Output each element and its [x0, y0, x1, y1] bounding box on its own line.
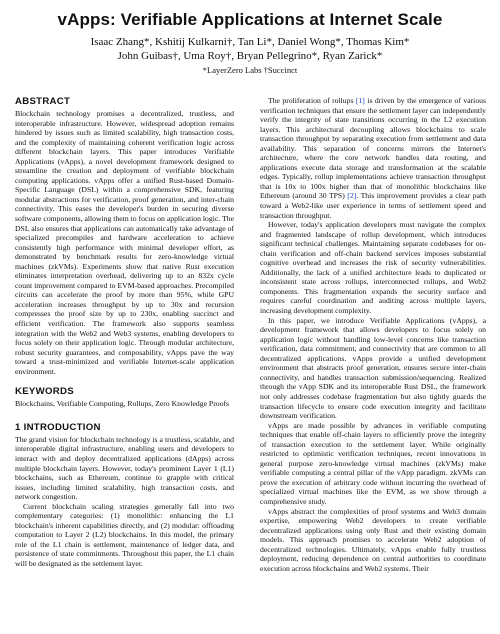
- abstract-heading: ABSTRACT: [15, 96, 71, 107]
- intro-paragraph-2: Current blockchain scaling strategies generally fall into two complementary categories: (1) monolithic: enhancing the L1 blockchain's inherent capabilities directly, and (2) modular: offloading computation to Layer 2 (L2) blockchains. In this model, the primary role of the L1 chain is settlement, maintenance of ledger data, and persistence of state commitments. Throughout this paper, the L1 chain will be designated as the settlement layer.: [15, 501, 234, 568]
- paper-title: vApps: Verifiable Applications at Internet Scale: [57, 10, 443, 29]
- right-column: [260, 96, 486, 573]
- authors-line-1: Isaac Zhang*, Kshitij Kulkarni†, Tan Li*, Daniel Wong*, Thomas Kim*: [90, 36, 410, 48]
- text-run: The proliferation of rollups: [268, 96, 356, 105]
- right-paragraph-2: However, today's application developers must navigate the complex and fragmented landscape of rollup development, which introduces significant technical challenges. Maintaining separate codebases for on-chain verification and off-chain backend services imposes substantial cognitive overhead and increases the risk of security vulnerabilities. Additionally, the lack of a unified architecture leads to duplicated or inconsistent state across rollups, interconnected rollups, and Web2 components. This fragmentation expands the security surface and requires careful coordination and auditing across multiple layers, increasing development complexity.: [260, 220, 486, 316]
- right-paragraph-1: [260, 96, 486, 220]
- right-paragraph-4: vApps are made possible by advances in verifiable computing techniques that enable off-chain layers to efficiently prove the integrity of transaction execution to the settlement layer. While originally restricted to optimistic verification techniques, recent innovations in general purpose zero-knowledge virtual machines (zkVMs) make verifiable computing a central pillar of the vApp paradigm. zkVMs can prove the execution of arbitrary code without incurring the overhead of specialized virtual machines like the EVM, as we show through a comprehensive study.: [260, 420, 486, 506]
- left-column: [15, 96, 234, 569]
- author-list: [30, 36, 470, 63]
- intro-paragraph-1: The grand vision for blockchain technology is a trustless, scalable, and interoperable digital infrastructure, enabling users and developers to interact with and deploy decentralized applications (dApps) across multiple blockchain layers. However, today's prominent Layer 1 (L1) blockchains, such as Ethereum, continue to grapple with critical issues, including limited scalability, high transaction costs, and network congestion.: [15, 434, 234, 502]
- text-run: . This improvement provides a clear path toward a Web2-like user experience in terms of settlement speed and transaction throughput.: [260, 191, 486, 220]
- keywords-heading: KEYWORDS: [15, 386, 74, 398]
- right-paragraph-3: In this paper, we introduce Verifiable Applications (vApps), a development framework that allows developers to focus solely on application logic without handling low-level concerns like transaction verification, data commitment, and connectivity that are common to all decentralized applications. vApps provide a unified development environment that abstracts proof generation, ensures secure inter-chain connectivity, and handles transaction submission/sequencing. Realized through the vApp SDK and its interoperable Rust DSL, the framework not only addresses codebase fragmentation but also tightly guards the transaction lifecycle to ensure code execution integrity and facilitate downstream verification.: [260, 315, 486, 421]
- text-run: is driven by the emergence of various verification techniques that ensure the settlement layer can independently verify the integrity of state transitions occurring in the L2 execution layers. This architectural decoupling allows blockchains to scale transaction throughput by separating execution from settlement and data availability. This separation of concerns mirrors the Internet's architecture, where the core network handles data routing, and applications execute data storage and transformation at the scalable edges. Typically, rollup implementations achieve transaction throughput that is 10x to 100x higher than that of monolithic blockchains like Ethereum (around 30 TPS): [260, 96, 486, 201]
- citation-link[interactable]: [2]: [347, 191, 357, 201]
- introduction-heading: 1 INTRODUCTION: [15, 421, 101, 433]
- authors-line-2: John Guibas†, Uma Roy†, Bryan Pellegrino*, Ryan Zarick*: [117, 49, 383, 62]
- abstract-text: Blockchain technology promises a decentralized, trustless, and interoperable infrastructure. However, widespread adoption remains hindered by issues such as limited scalability, high transaction costs, and the complexity of maintaining coherent verification logic across different blockchain layers. This paper introduces Verifiable Applications (vApps), a novel development framework designed to streamline the creation and deployment of verifiable blockchain computing applications. vApps offer a unified Rust-based Domain-Specific Language (DSL) within a comprehensive SDK, featuring modular abstractions for verification, proof generation, and inter-chain connectivity. This eases the developer's burden in securing diverse software components, allowing them to focus on application logic. The DSL also ensures that applications can automatically take advantage of specialized precompiles and hardware acceleration to achieve consistently high performance with minimal developer effort, as demonstrated by benchmark results for zero-knowledge virtual machines (zkVMs). Experiments show that native Rust execution eliminates interpretation overhead, delivering up to an 832x cycle count improvement compared to EVM-based approaches. Precompiled circuits can accelerate the proof by more than 95%, while GPU acceleration increases throughput by up to 30x and recursion compresses the proof size by up to 230x, enabling succinct and efficient verification. The framework also supports seamless integration with the Web2 and Web3 systems, enabling developers to focus solely on their application logic. Through modular architecture, robust security guarantees, and composability, vApps pave the way toward a trust-minimized and verifiable Internet-scale application environment.: [15, 109, 234, 376]
- keywords-text: Blockchains, Verifiable Computing, Rollups, Zero Knowledge Proofs: [15, 399, 230, 409]
- affiliations: *LayerZero Labs †Succinct: [202, 65, 298, 75]
- right-paragraph-5: vApps abstract the complexities of proof systems and Web3 domain expertise, empowering Web2 developers to create verifiable decentralized applications using only Rust and their existing domain models. This approach promises to accelerate Web2 adoption of decentralized technologies. Ultimately, vApps enable fully trustless deployment, reducing dependence on central authorities to coordinate execution across blockchains and Web2 systems. Their: [260, 506, 486, 573]
- citation-link[interactable]: [1]: [355, 96, 365, 105]
